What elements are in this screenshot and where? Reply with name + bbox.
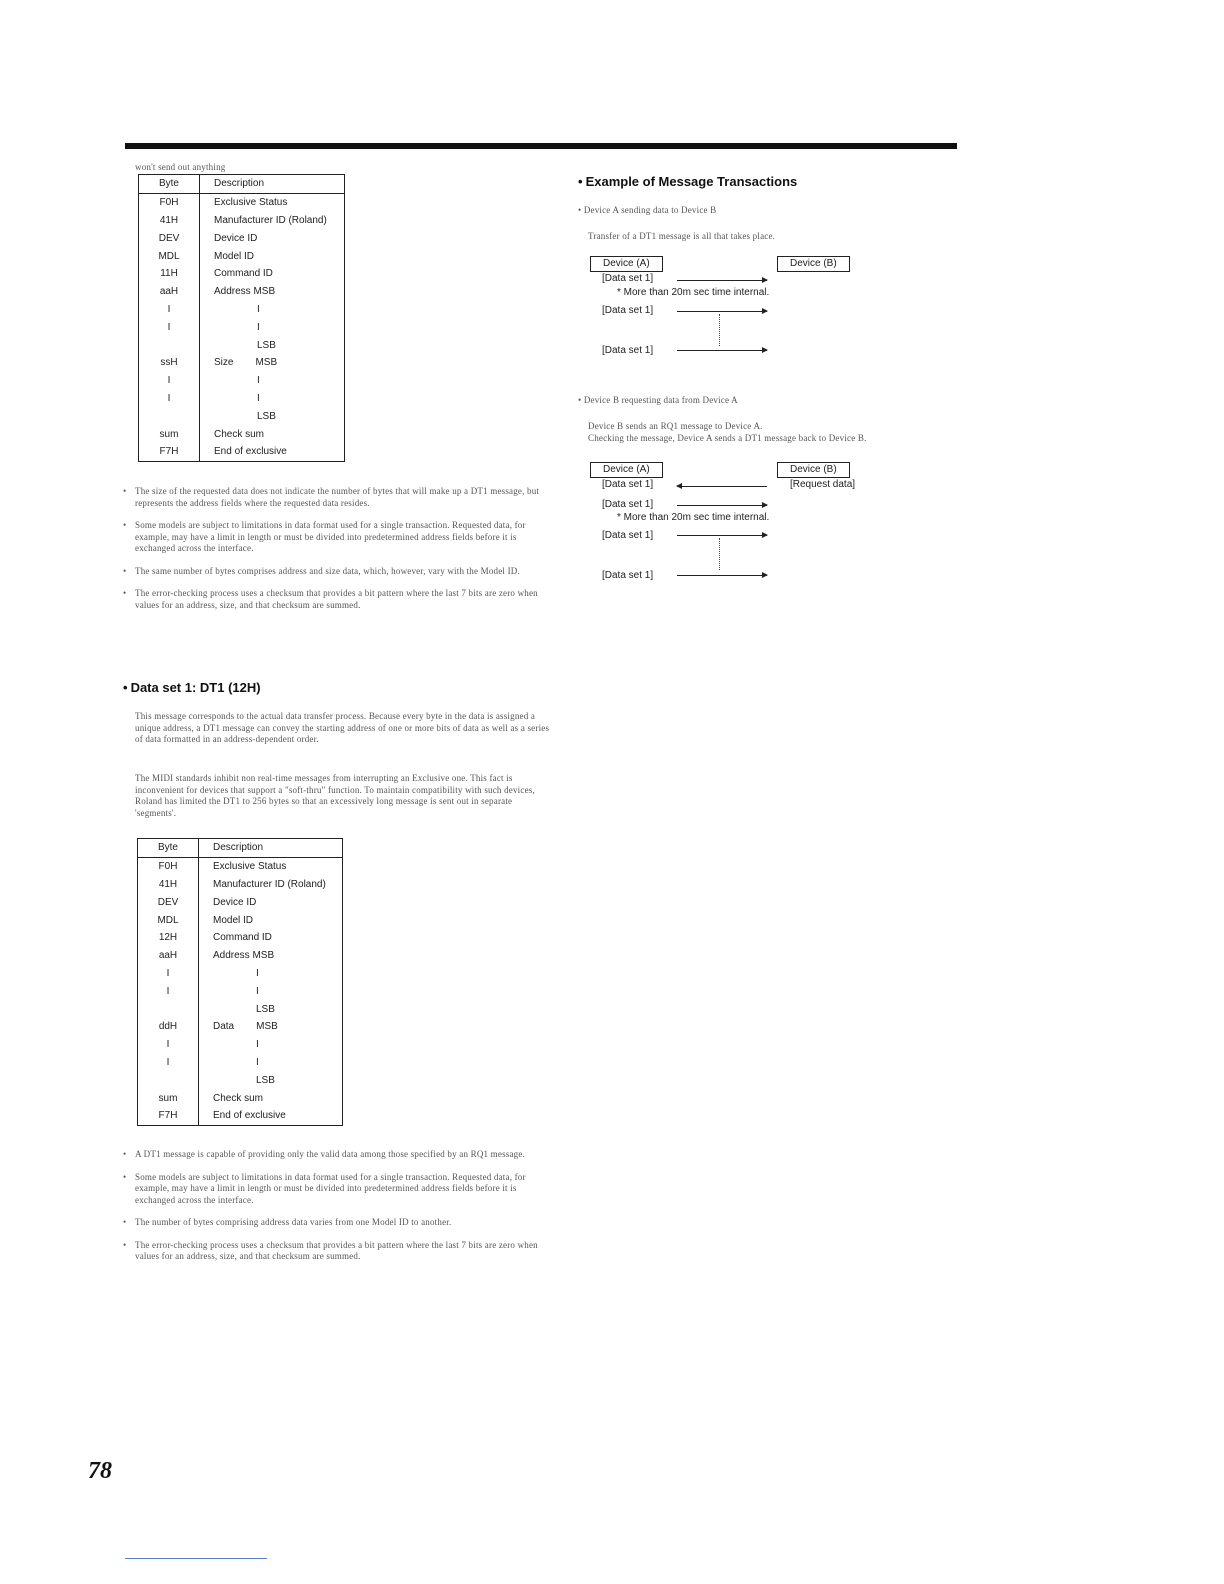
note-item: • The size of the requested data does not indicate the number of bytes that will make up a DT1 message, but represents the address fields where the requested data resides. [123,486,550,509]
description-cell: LSB [256,1074,275,1086]
byte-cell: I [139,301,200,319]
case1-dataset-3: [Data set 1] [602,345,654,356]
case2-bullet: • Device B requesting data from Device A [578,395,738,405]
note-item: • The same number of bytes comprises address and size data, which, however, vary with the Model ID. [123,566,550,578]
case2-desc-1: Device B sends an RQ1 message to Device A. [588,421,763,431]
table-row [139,443,345,461]
case2-request-data: [Request data] [790,479,856,490]
table-row [139,390,345,408]
description-cell: Command ID [213,932,272,944]
dt1-message-table [137,838,343,1126]
byte-cell: ssH [139,354,200,372]
byte-cell: 41H [138,876,199,894]
byte-cell: aaH [138,947,199,965]
table-row [139,212,345,230]
note-item: • The number of bytes comprising address data varies from one Model ID to another. [123,1217,550,1229]
description-cell: Address MSB [214,286,276,298]
table-row [139,318,345,336]
byte-cell: F0H [139,193,200,211]
description-cell: I [256,1056,259,1068]
table-row [138,1018,343,1036]
byte-cell: F0H [138,857,199,875]
page-number: 78 [88,1458,112,1484]
description-cell: I [256,1039,259,1051]
table-header [139,175,345,194]
case2-device-b: Device (B) [777,462,850,478]
byte-cell: I [139,390,200,408]
header-description: Description [199,839,343,858]
note-item: • A DT1 message is capable of providing only the valid data among those specified by an RQ1 message. [123,1149,550,1161]
case2-dataset-4: [Data set 1] [602,570,654,581]
description-cell: LSB [257,339,276,351]
dataset-para-1: This message corresponds to the actual data transfer process. Because every byte in the data is assigned a unique address, a DT1 message can convey the starting address of one or more bits of data as well as a series of data formatted in an address-dependent order. [135,711,550,744]
description-cell: LSB [256,1003,275,1015]
table-row [138,947,343,965]
table-row [138,911,343,929]
case1-arrow-3 [677,350,767,351]
case1-continuation [719,314,720,346]
byte-cell: DEV [138,893,199,911]
byte-cell: I [138,1036,199,1054]
byte-cell [138,1071,199,1089]
table-row [139,265,345,283]
example-title: • Example of Message Transactions [578,174,798,189]
case1-arrow-2 [677,311,767,312]
byte-cell: I [138,965,199,983]
byte-cell: MDL [138,911,199,929]
note-item: • Some models are subject to limitations in data format used for a single transaction. Requested data, for example, may have a limit in length or must be divided into predetermined address fields before it is exchanged across the interface. [123,520,550,555]
case2-device-a: Device (A) [590,462,663,478]
case2-dataset-2: [Data set 1] [602,499,654,510]
description-cell: Manufacturer ID (Roland) [213,878,326,890]
byte-cell: I [139,372,200,390]
byte-cell: aaH [139,283,200,301]
byte-cell: sum [139,425,200,443]
case1-device-b: Device (B) [777,256,850,272]
header-byte: Byte [138,839,199,858]
table-row [138,1054,343,1072]
byte-cell: 41H [139,212,200,230]
description-cell: Size MSB [214,357,278,369]
dataset-para-2: The MIDI standards inhibit non real-time messages from interrupting an Exclusive one. This fact is inconvenient for devices that support a "soft-thru" function. To maintain compatibility with such devices, Roland has limited the DT1 to 256 bytes so that an excessively long message is sent out in separate 'segments'. [135,773,535,818]
table-row [138,1089,343,1107]
description-cell: Device ID [214,232,258,244]
header-description: Description [200,175,345,194]
byte-cell: I [139,318,200,336]
byte-cell [139,336,200,354]
table-row [138,857,343,875]
byte-cell: 12H [138,929,199,947]
description-cell: Exclusive Status [214,197,288,209]
case2-interval-note: * More than 20m sec time internal. [617,512,770,523]
case2-arrow-2 [677,505,767,506]
description-cell: I [256,967,259,979]
top-note: won't send out anything [135,162,226,172]
description-cell: Command ID [214,268,273,280]
description-cell: I [256,985,259,997]
table-row [138,1107,343,1125]
case2-arrow-request [677,486,767,487]
table-row [139,372,345,390]
byte-cell [139,407,200,425]
table-row [138,876,343,894]
case1-desc: Transfer of a DT1 message is all that takes place. [588,231,776,241]
description-cell: Model ID [213,914,254,926]
case2-arrow-4 [677,575,767,576]
table-row [138,1071,343,1089]
description-cell: I [257,321,260,333]
byte-cell [138,1000,199,1018]
description-cell: Exclusive Status [213,861,287,873]
table-row [139,407,345,425]
description-cell: Model ID [214,250,255,262]
description-cell: Data MSB [213,1021,278,1033]
table-row [138,1036,343,1054]
table-row [138,929,343,947]
description-cell: End of exclusive [214,446,287,458]
case2-continuation [719,538,720,570]
byte-cell: 11H [139,265,200,283]
table-row [139,247,345,265]
table-row [139,354,345,372]
dt1-notes [123,1149,550,1274]
byte-cell: I [138,1054,199,1072]
bottom-rule [125,1558,267,1559]
byte-cell: sum [138,1089,199,1107]
table-header [138,839,343,858]
table-row [138,982,343,1000]
note-item: • Some models are subject to limitations in data format used for a single transaction. Requested data, for example, may have a limit in length or must be divided into predetermined address fields before it is exchanged across the interface. [123,1172,550,1207]
table-row [139,425,345,443]
table-row [139,336,345,354]
description-cell: I [257,375,260,387]
description-cell: Address MSB [213,950,275,962]
table-row [139,283,345,301]
description-cell: Device ID [213,896,257,908]
case1-arrow-1 [677,280,767,281]
case2-desc-2: Checking the message, Device A sends a DT1 message back to Device B. [588,433,867,443]
description-cell: LSB [257,410,276,422]
note-item: • The error-checking process uses a checksum that provides a bit pattern where the last 7 bits are zero when values for an address, size, and that checksum are summed. [123,588,550,611]
table-row [139,229,345,247]
rq1-message-table [138,174,345,462]
byte-cell: I [138,982,199,1000]
top-rule [125,143,957,149]
rq1-notes [123,486,550,622]
description-cell: I [257,303,260,315]
case1-dataset-2: [Data set 1] [602,305,654,316]
note-item: • The error-checking process uses a checksum that provides a bit pattern where the last 7 bits are zero when values for an address, size, and that checksum are summed. [123,1240,550,1263]
header-byte: Byte [139,175,200,194]
case1-dataset-1: [Data set 1] [602,273,654,284]
description-cell: I [257,392,260,404]
table-row [138,893,343,911]
description-cell: Manufacturer ID (Roland) [214,214,327,226]
table-row [138,1000,343,1018]
byte-cell: DEV [139,229,200,247]
byte-cell: MDL [139,247,200,265]
byte-cell: ddH [138,1018,199,1036]
case2-dataset-1: [Data set 1] [602,479,654,490]
description-cell: End of exclusive [213,1110,286,1122]
byte-cell: F7H [138,1107,199,1125]
case1-device-a: Device (A) [590,256,663,272]
byte-cell: F7H [139,443,200,461]
case2-dataset-3: [Data set 1] [602,530,654,541]
case1-interval-note: * More than 20m sec time internal. [617,287,770,298]
dataset-title: • Data set 1: DT1 (12H) [123,680,261,695]
table-row [139,301,345,319]
table-row [138,965,343,983]
case2-arrow-3 [677,535,767,536]
table-row [139,193,345,211]
description-cell: Check sum [214,428,265,440]
case1-bullet: • Device A sending data to Device B [578,205,717,215]
description-cell: Check sum [213,1092,264,1104]
